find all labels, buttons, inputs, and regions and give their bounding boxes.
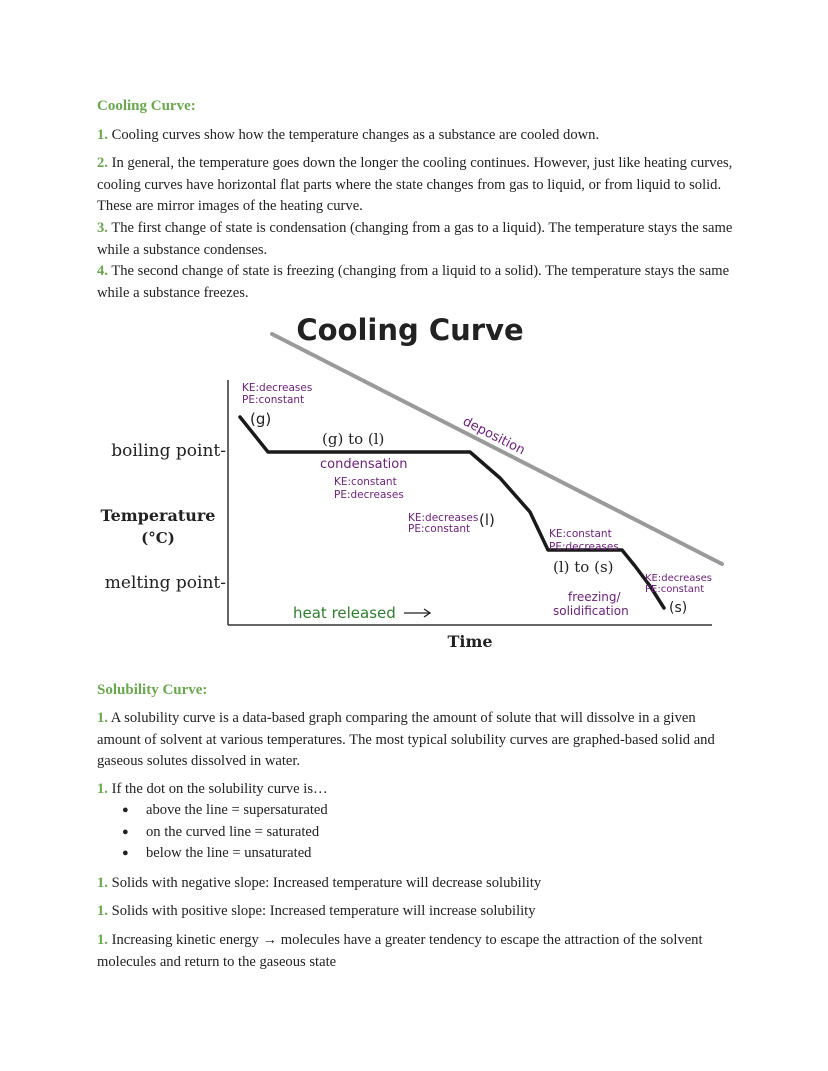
boiling-point-label: boiling point- <box>111 441 226 461</box>
diagram-title: Cooling Curve <box>296 313 524 347</box>
time-label: Time <box>447 632 493 651</box>
kinetic-energy-item: 1. Increasing kinetic energy → molecules have a greater tendency to escape the attraction of the solvent molecules and return to the gaseous state <box>97 932 703 970</box>
cooling-item-1: 1. Cooling curves show how the temperature changes as a substance are cooled down. <box>97 127 600 143</box>
gas-pe-label: PE:constant <box>242 394 305 406</box>
temperature-unit-label: (°C) <box>141 529 175 547</box>
solid-pe-label: PE:constant <box>645 584 705 595</box>
cooling-item-3: 3. The first change of state is condensation (changing from a gas to a liquid). The temperature stays the same while a substance condenses. <box>97 220 733 258</box>
solidification-name-label: solidification <box>553 604 629 618</box>
gas-state-label: (g) <box>250 410 272 428</box>
deposition-label: deposition <box>460 414 528 459</box>
cooling-item-2: 2. In general, the temperature goes down the longer the cooling continues. However, just like heating curves, cooling curves have horizontal flat parts where the state changes from gas to liquid, or from liquid to solid. These are mirror images of the heating curve. <box>97 155 733 214</box>
temperature-label: Temperature <box>100 506 216 525</box>
solid-state-label: (s) <box>669 600 688 616</box>
condensation-ke-label: KE:constant <box>334 476 397 488</box>
melting-point-label: melting point- <box>104 573 226 593</box>
cooling-curve-heading: Cooling Curve: <box>97 98 196 114</box>
negative-slope-item: 1. Solids with negative slope: Increased temperature will decrease solubility <box>97 875 542 891</box>
freezing-states-label: (l) to (s) <box>553 558 614 576</box>
cooling-item-4: 4. The second change of state is freezing (changing from a liquid to a solid). The temperature stays the same while a substance freezes. <box>97 263 730 301</box>
liquid-ke-label: KE:decreases <box>408 512 479 524</box>
solubility-intro: 1. A solubility curve is a data-based graph comparing the amount of solute that will dissolve in a given amount of solvent at various temperatures. The most typical solubility curves are graphed-based solid and gaseous solutes dissolved in water. <box>97 710 715 769</box>
liquid-state-label: (l) <box>479 511 495 529</box>
solubility-curve-heading: Solubility Curve: <box>97 682 208 698</box>
list-item: ● above the line = supersaturated <box>122 800 328 822</box>
saturation-bullet-list <box>122 800 328 865</box>
heat-released-label: heat released <box>293 604 396 622</box>
deposition-line <box>272 334 722 564</box>
liquid-pe-label: PE:constant <box>408 523 471 535</box>
solubility-dot-item: 1. If the dot on the solubility curve is… <box>97 781 328 797</box>
cooling-curve-diagram <box>0 300 828 660</box>
list-item: ● on the curved line = saturated <box>122 822 328 844</box>
condensation-name-label: condensation <box>320 457 408 472</box>
freezing-name-label: freezing/ <box>568 590 621 604</box>
positive-slope-item: 1. Solids with positive slope: Increased temperature will increase solubility <box>97 903 536 919</box>
gas-ke-label: KE:decreases <box>242 382 313 394</box>
freezing-ke-label: KE:constant <box>549 528 612 540</box>
list-item: ● below the line = unsaturated <box>122 843 328 865</box>
freezing-pe-label: PE:decreases <box>549 541 619 553</box>
condensation-pe-label: PE:decreases <box>334 489 404 501</box>
solid-ke-label: KE:decreases <box>645 573 712 584</box>
condensation-states-label: (g) to (l) <box>322 430 385 448</box>
